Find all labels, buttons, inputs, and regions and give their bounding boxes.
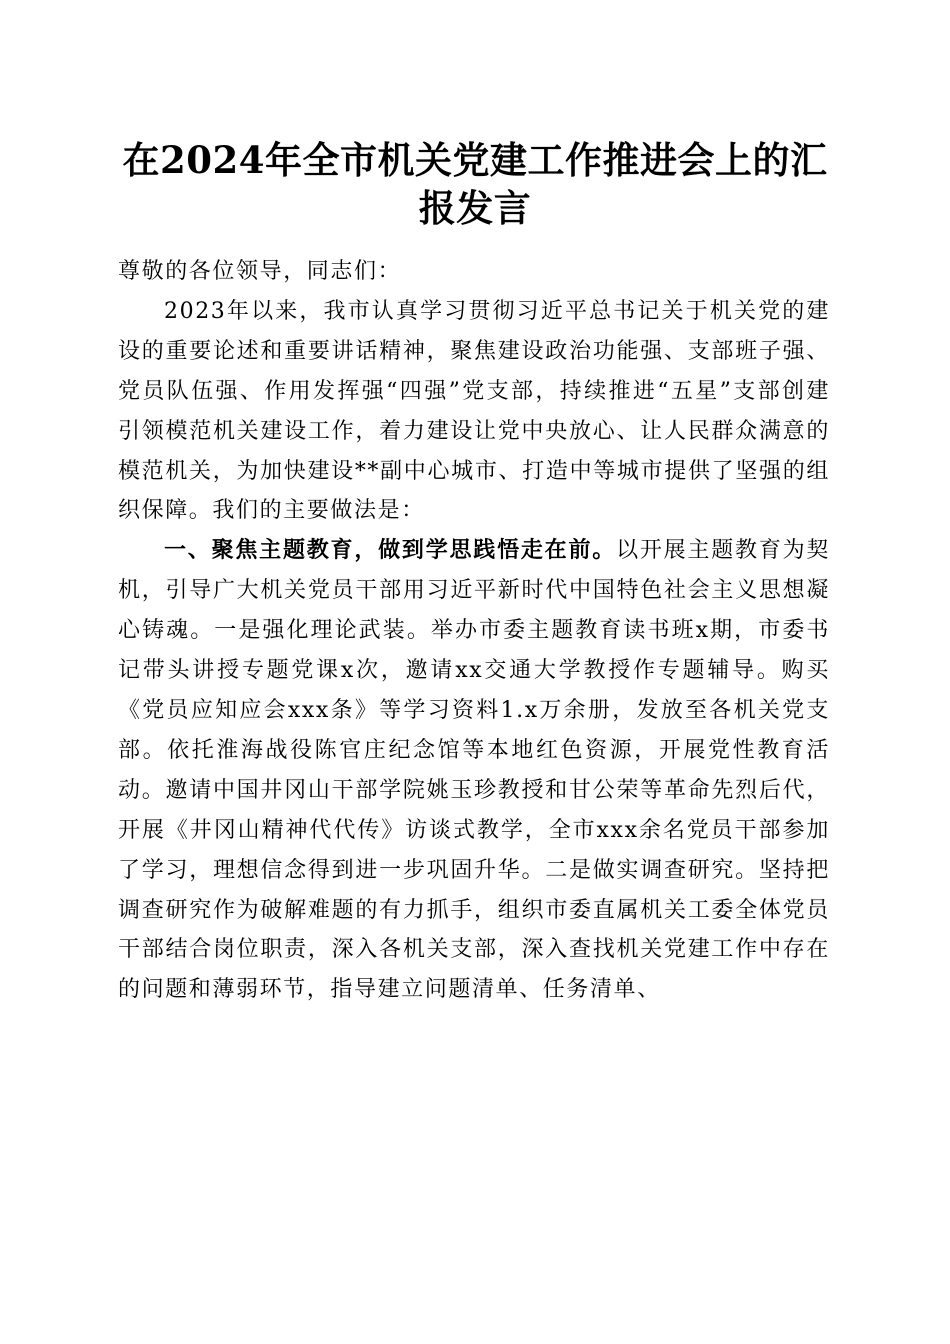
- section-1-body: 以开展主题教育为契机，引导广大机关党员干部用习近平新时代中国特色社会主义思想凝心铸魂。一是强化理论武装。举办市委主题教育读书班x期，市委书记带头讲授专题党课x次，邀请xx交通大学教授作专题辅导。购买《党员应知应会xxx条》等学习资料1.x万余册，发放至各机关党支部。依托淮海战役陈官庄纪念馆等本地红色资源，开展党性教育活动。邀请中国井冈山干部学院姚玉珍教授和甘公荣等革命先烈后代，开展《井冈山精神代代传》访谈式教学，全市xxx余名党员干部参加了学习，理想信念得到进一步巩固升华。二是做实调查研究。坚持把调查研究作为破解难题的有力抓手，组织市委直属机关工委全体党员干部结合岗位职责，深入各机关支部，深入查找机关党建工作中存在的问题和薄弱环节，指导建立问题清单、任务清单、: [118, 538, 831, 1003]
- intro-paragraph: 2023年以来，我市认真学习贯彻习近平总书记关于机关党的建设的重要论述和重要讲话精神，聚焦建设政治功能强、支部班子强、党员队伍强、作用发挥强“四强”党支部，持续推进“五星”支部创建引领模范机关建设工作，着力建设让党中央放心、让人民群众满意的模范机关，为加快建设**副中心城市、打造中等城市提供了坚强的组织保障。我们的主要做法是：: [118, 298, 830, 524]
- section-1-paragraph: [118, 531, 830, 1010]
- section-1-heading: 一、聚焦主题教育，做到学思践悟走在前。: [164, 537, 617, 564]
- document-title: 在2024年全市机关党建工作推进会上的汇报发言: [122, 138, 828, 230]
- salutation: 尊敬的各位领导，同志们：: [118, 259, 402, 284]
- document-body: [118, 252, 830, 1010]
